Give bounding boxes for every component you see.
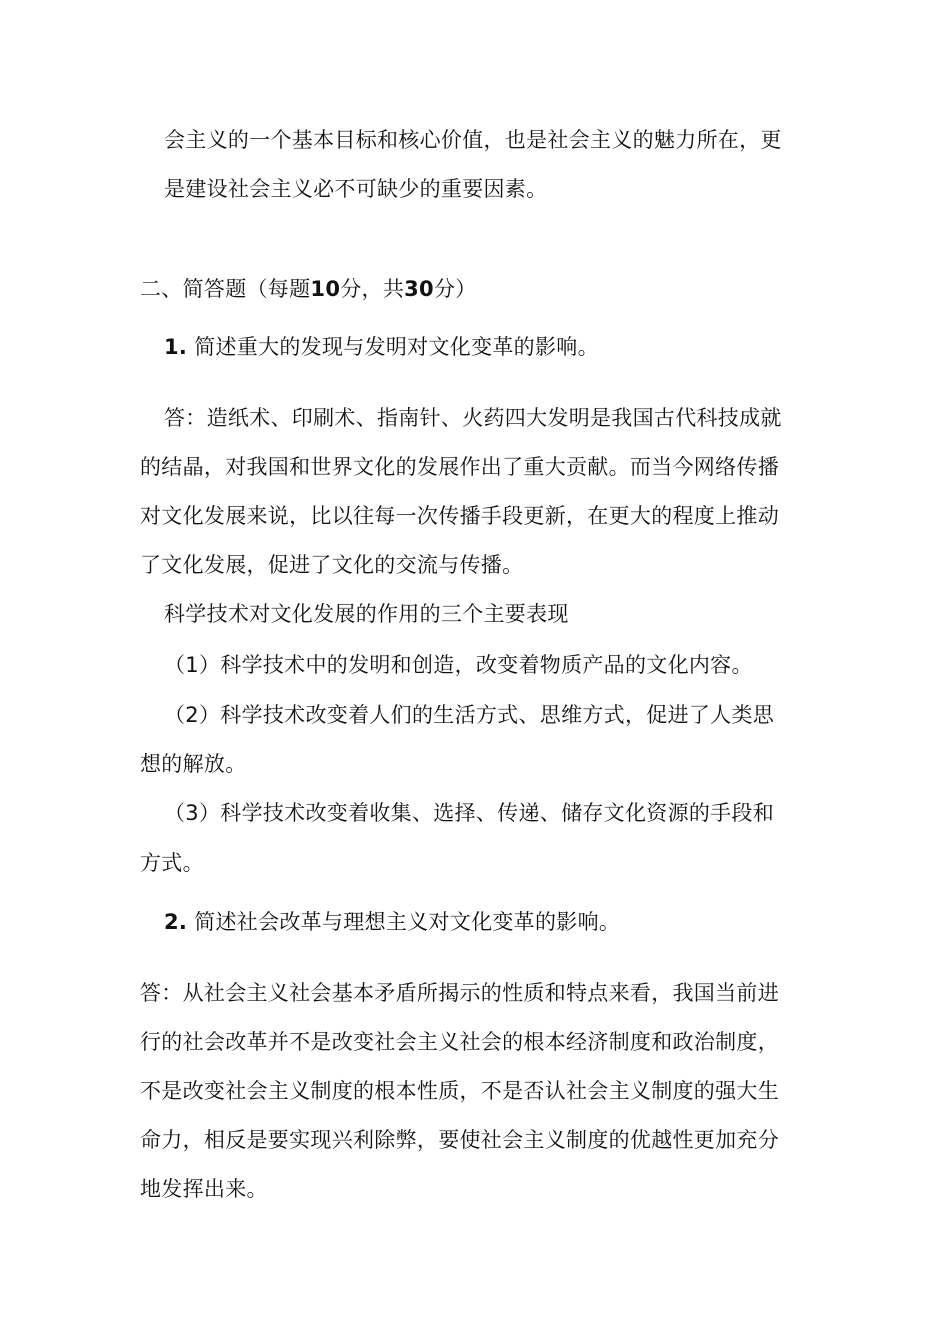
answer-2-line-5: 地发挥出来。 [140, 1177, 268, 1201]
answer-2-line-4: 命力，相反是要实现兴利除弊，要使社会主义制度的优越性更加充分 [140, 1128, 779, 1152]
score-each: 10 [310, 277, 341, 301]
intro-line-2: 是建设社会主义必不可缺少的重要因素。 [164, 177, 548, 201]
question-2-text: 简述社会改革与理想主义对文化变革的影响。 [194, 910, 621, 934]
answer-1-line-3: 对文化发展来说，比以往每一次传播手段更新，在更大的程度上推动 [140, 504, 779, 528]
point-1-text: 科学技术中的发明和创造，改变着物质产品的文化内容。 [220, 653, 753, 677]
question-1-number: 1. [164, 335, 188, 359]
point-1 [164, 651, 753, 679]
point-2-continuation: 想的解放。 [140, 752, 247, 776]
answer-2-line-3: 不是改变社会主义制度的根本性质，不是否认社会主义制度的强大生 [140, 1079, 779, 1103]
answer-2-line-1: 答：从社会主义社会基本矛盾所揭示的性质和特点来看，我国当前进 [140, 981, 779, 1005]
point-2 [164, 701, 774, 729]
answer-2-line-2: 行的社会改革并不是改变社会主义社会的根本经济制度和政治制度， [140, 1030, 779, 1054]
answer-1-line-1: 答：造纸术、印刷术、指南针、火药四大发明是我国古代科技成就 [164, 406, 782, 430]
section-heading-suffix: 分） [433, 277, 477, 301]
question-1-text: 简述重大的发现与发明对文化变革的影响。 [194, 335, 599, 359]
answer-1-line-2: 的结晶，对我国和世界文化的发展作出了重大贡献。而当今网络传播 [140, 455, 779, 479]
score-total: 30 [404, 277, 434, 301]
section-heading-prefix: 二、简答题（每题 [140, 277, 311, 301]
question-1 [164, 333, 599, 361]
point-3-label: （3） [164, 801, 221, 825]
point-3-continuation: 方式。 [140, 851, 204, 875]
point-1-label: （1） [164, 653, 221, 677]
points-intro: 科学技术对文化发展的作用的三个主要表现 [164, 602, 569, 626]
point-2-label: （2） [164, 703, 221, 727]
question-2 [164, 908, 620, 936]
point-2-text: 科学技术改变着人们的生活方式、思维方式，促进了人类思 [220, 703, 775, 727]
question-2-number: 2. [164, 910, 188, 934]
point-3-text: 科学技术改变着收集、选择、传递、储存文化资源的手段和 [220, 801, 775, 825]
section-heading [140, 275, 477, 303]
answer-1-line-4: 了文化发展，促进了文化的交流与传播。 [140, 553, 524, 577]
intro-line-1: 会主义的一个基本目标和核心价值，也是社会主义的魅力所在，更 [164, 128, 782, 152]
point-3 [164, 799, 774, 827]
section-heading-middle: 分，共 [340, 277, 405, 301]
